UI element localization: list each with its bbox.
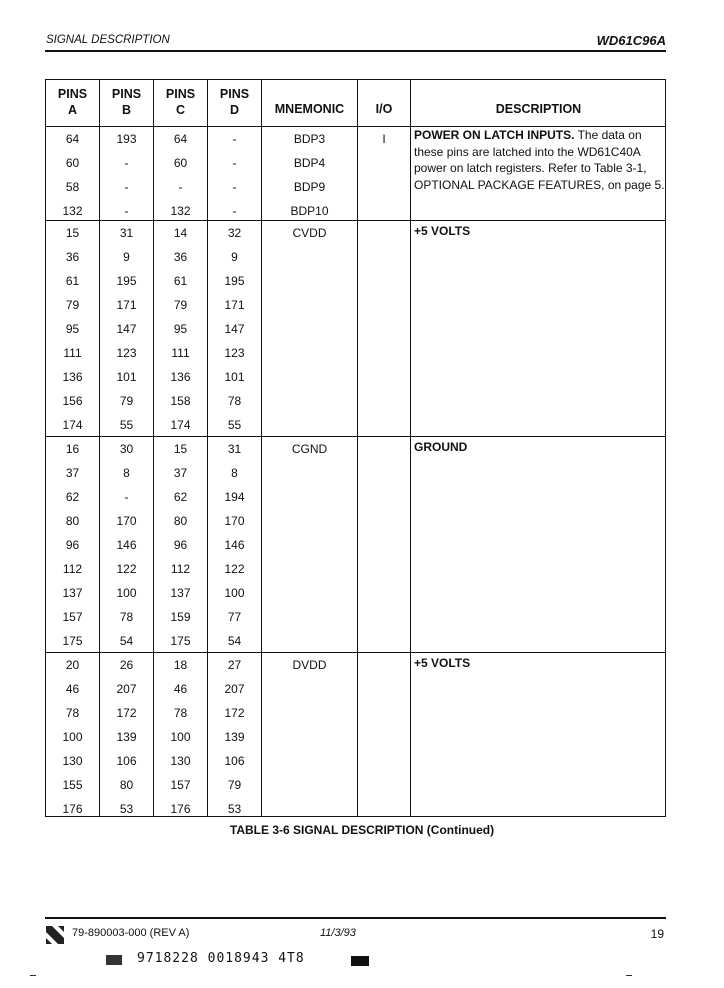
cell-pins-a: 36 bbox=[65, 250, 80, 264]
table-row bbox=[46, 701, 410, 725]
cell-pins-c: 37 bbox=[173, 466, 188, 480]
table-row bbox=[46, 461, 410, 485]
cell-pins-a: 58 bbox=[65, 180, 80, 194]
cell-pins-b: 101 bbox=[116, 370, 137, 384]
table-row bbox=[46, 317, 410, 341]
table-row bbox=[46, 269, 410, 293]
cell-pins-c: 64 bbox=[173, 132, 188, 146]
table-row bbox=[46, 653, 410, 677]
header-description: DESCRIPTION bbox=[495, 102, 582, 116]
table-caption: TABLE 3-6 SIGNAL DESCRIPTION (Continued) bbox=[229, 823, 495, 837]
cell-pins-c: 14 bbox=[173, 226, 188, 240]
cell-mnemonic: BDP10 bbox=[290, 204, 329, 218]
cell-pins-c: 78 bbox=[173, 706, 188, 720]
cell-pins-a: 15 bbox=[65, 226, 80, 240]
description-bold: +5 VOLTS bbox=[414, 224, 471, 238]
barcode-mark-left bbox=[106, 955, 122, 965]
cell-pins-a: 156 bbox=[62, 394, 83, 408]
cell-pins-d: 172 bbox=[224, 706, 245, 720]
cell-pins-c: 137 bbox=[170, 586, 191, 600]
cell-pins-b: 170 bbox=[116, 514, 137, 528]
table-row bbox=[46, 151, 410, 175]
table-row bbox=[46, 389, 410, 413]
cell-pins-b: 9 bbox=[123, 250, 130, 264]
header-io: I/O bbox=[375, 102, 393, 116]
cell-pins-b: 53 bbox=[119, 802, 134, 816]
cell-pins-c: 159 bbox=[170, 610, 191, 624]
cell-pins-b: 123 bbox=[116, 346, 137, 360]
cell-pins-b: 100 bbox=[116, 586, 137, 600]
header-mnemonic: MNEMONIC bbox=[274, 102, 345, 116]
barcode-mark-right bbox=[351, 956, 369, 966]
company-logo-icon bbox=[46, 926, 64, 944]
description-cgnd bbox=[414, 439, 666, 456]
cell-pins-c: 62 bbox=[173, 490, 188, 504]
cell-pins-c: 96 bbox=[173, 538, 188, 552]
cell-pins-d: 122 bbox=[224, 562, 245, 576]
cell-pins-b: 55 bbox=[119, 418, 134, 432]
cell-pins-d: 79 bbox=[227, 778, 242, 792]
cell-pins-a: 60 bbox=[65, 156, 80, 170]
cell-pins-d: 77 bbox=[227, 610, 242, 624]
cell-pins-c: 112 bbox=[170, 562, 191, 576]
scan-mark bbox=[626, 975, 632, 976]
cell-pins-b: 193 bbox=[116, 132, 137, 146]
cell-pins-d: - bbox=[232, 180, 237, 194]
cell-mnemonic: DVDD bbox=[292, 658, 327, 672]
cell-pins-c: 60 bbox=[173, 156, 188, 170]
cell-pins-d: 146 bbox=[224, 538, 245, 552]
cell-pins-d: 27 bbox=[227, 658, 242, 672]
cell-pins-b: - bbox=[124, 156, 129, 170]
table-row bbox=[46, 533, 410, 557]
cell-pins-c: - bbox=[178, 180, 183, 194]
cell-pins-d: 106 bbox=[224, 754, 245, 768]
footer-rule bbox=[45, 917, 666, 919]
cell-pins-d: 100 bbox=[224, 586, 245, 600]
cell-pins-b: - bbox=[124, 204, 129, 218]
col-divider bbox=[410, 80, 411, 816]
description-cvdd bbox=[414, 223, 666, 240]
cell-pins-d: 78 bbox=[227, 394, 242, 408]
cell-pins-c: 111 bbox=[171, 346, 190, 360]
cell-pins-a: 64 bbox=[65, 132, 80, 146]
cell-pins-a: 96 bbox=[65, 538, 80, 552]
cell-pins-c: 18 bbox=[173, 658, 188, 672]
table-row bbox=[46, 725, 410, 749]
cell-pins-a: 174 bbox=[62, 418, 83, 432]
cell-pins-d: - bbox=[232, 156, 237, 170]
cell-pins-c: 176 bbox=[170, 802, 191, 816]
cell-pins-a: 155 bbox=[62, 778, 83, 792]
cell-pins-b: 171 bbox=[116, 298, 137, 312]
cell-pins-b: 80 bbox=[119, 778, 134, 792]
cell-pins-d: - bbox=[232, 204, 237, 218]
cell-pins-d: 8 bbox=[231, 466, 238, 480]
cell-pins-c: 157 bbox=[170, 778, 191, 792]
cell-pins-b: 54 bbox=[119, 634, 134, 648]
header-pins-d: PINS D bbox=[219, 87, 250, 117]
cell-pins-d: 31 bbox=[227, 442, 242, 456]
cell-pins-a: 157 bbox=[62, 610, 83, 624]
table-row bbox=[46, 437, 410, 461]
cell-pins-c: 175 bbox=[170, 634, 191, 648]
cell-pins-d: 195 bbox=[224, 274, 245, 288]
cell-pins-a: 132 bbox=[62, 204, 83, 218]
cell-pins-a: 62 bbox=[65, 490, 80, 504]
table-row bbox=[46, 127, 410, 151]
cell-pins-d: 53 bbox=[227, 802, 242, 816]
cell-pins-a: 46 bbox=[65, 682, 80, 696]
cell-pins-b: - bbox=[124, 490, 129, 504]
cell-pins-c: 130 bbox=[170, 754, 191, 768]
table-row bbox=[46, 341, 410, 365]
cell-pins-b: 78 bbox=[119, 610, 134, 624]
cell-pins-d: 207 bbox=[224, 682, 245, 696]
cell-pins-a: 176 bbox=[62, 802, 83, 816]
cell-pins-b: 146 bbox=[116, 538, 137, 552]
footer-date: 11/3/93 bbox=[320, 927, 356, 939]
description-text: The data on these pins are latched into the WD61C40A power on latch registers. Refer to Table 3-1, OPTIONAL PACKAGE FEATURES, on page 5. bbox=[414, 128, 665, 192]
cell-mnemonic: BDP9 bbox=[293, 180, 326, 194]
table-row bbox=[46, 605, 410, 629]
header-pins-a: PINS A bbox=[57, 87, 88, 117]
cell-pins-b: 195 bbox=[116, 274, 137, 288]
cell-pins-b: 26 bbox=[119, 658, 134, 672]
cell-pins-a: 78 bbox=[65, 706, 80, 720]
cell-pins-a: 37 bbox=[65, 466, 80, 480]
table-row bbox=[46, 485, 410, 509]
cell-pins-c: 136 bbox=[170, 370, 191, 384]
cell-pins-c: 15 bbox=[173, 442, 188, 456]
cell-pins-d: 139 bbox=[224, 730, 245, 744]
cell-pins-c: 174 bbox=[170, 418, 191, 432]
table-row bbox=[46, 245, 410, 269]
cell-pins-b: 147 bbox=[116, 322, 137, 336]
cell-pins-d: 55 bbox=[227, 418, 242, 432]
cell-pins-b: - bbox=[124, 180, 129, 194]
table-row bbox=[46, 581, 410, 605]
cell-pins-c: 46 bbox=[173, 682, 188, 696]
cell-pins-c: 132 bbox=[170, 204, 191, 218]
table-row bbox=[46, 797, 410, 821]
cell-pins-a: 79 bbox=[65, 298, 80, 312]
table-row bbox=[46, 749, 410, 773]
cell-pins-a: 95 bbox=[65, 322, 80, 336]
cell-pins-a: 130 bbox=[62, 754, 83, 768]
cell-pins-c: 80 bbox=[173, 514, 188, 528]
running-header-part-number: WD61C96A bbox=[596, 33, 666, 48]
cell-pins-d: 123 bbox=[224, 346, 245, 360]
cell-pins-b: 122 bbox=[116, 562, 137, 576]
table-row bbox=[46, 199, 410, 223]
cell-pins-d: 54 bbox=[227, 634, 242, 648]
cell-pins-c: 79 bbox=[173, 298, 188, 312]
cell-pins-c: 100 bbox=[170, 730, 191, 744]
cell-pins-d: 147 bbox=[224, 322, 245, 336]
cell-pins-b: 31 bbox=[119, 226, 134, 240]
table-row bbox=[46, 557, 410, 581]
cell-pins-a: 137 bbox=[62, 586, 83, 600]
cell-pins-a: 112 bbox=[62, 562, 83, 576]
cell-pins-a: 136 bbox=[62, 370, 83, 384]
table-row bbox=[46, 175, 410, 199]
cell-pins-b: 30 bbox=[119, 442, 134, 456]
cell-pins-b: 8 bbox=[123, 466, 130, 480]
cell-pins-d: 194 bbox=[224, 490, 245, 504]
barcode-text: 9718228 0018943 4T8 bbox=[137, 951, 305, 966]
cell-mnemonic: BDP4 bbox=[293, 156, 326, 170]
cell-pins-c: 61 bbox=[173, 274, 188, 288]
footer-doc-number: 79-890003-000 (REV A) bbox=[72, 927, 190, 939]
header-pins-c: PINS C bbox=[165, 87, 196, 117]
header-rule bbox=[45, 50, 666, 52]
cell-pins-d: 171 bbox=[224, 298, 245, 312]
header-pins-b: PINS B bbox=[111, 87, 142, 117]
description-bold: +5 VOLTS bbox=[414, 656, 471, 670]
cell-pins-b: 106 bbox=[116, 754, 137, 768]
cell-pins-a: 16 bbox=[65, 442, 80, 456]
cell-pins-a: 175 bbox=[62, 634, 83, 648]
cell-pins-d: - bbox=[232, 132, 237, 146]
cell-pins-a: 80 bbox=[65, 514, 80, 528]
table-row bbox=[46, 677, 410, 701]
cell-pins-c: 36 bbox=[173, 250, 188, 264]
running-header-section: SIGNAL DESCRIPTION bbox=[46, 34, 170, 46]
cell-pins-b: 79 bbox=[119, 394, 134, 408]
cell-pins-a: 20 bbox=[65, 658, 80, 672]
table-row bbox=[46, 629, 410, 653]
table-row bbox=[46, 365, 410, 389]
table-row bbox=[46, 293, 410, 317]
cell-pins-c: 95 bbox=[173, 322, 188, 336]
cell-io: I bbox=[382, 132, 386, 146]
description-power-on-latch bbox=[414, 127, 666, 193]
table-row bbox=[46, 413, 410, 437]
page-number: 19 bbox=[650, 927, 664, 941]
cell-pins-d: 101 bbox=[224, 370, 245, 384]
table-row bbox=[46, 773, 410, 797]
cell-mnemonic: BDP3 bbox=[293, 132, 326, 146]
table-row bbox=[46, 221, 410, 245]
description-bold: POWER ON LATCH INPUTS. bbox=[414, 128, 575, 142]
signal-table bbox=[45, 79, 666, 817]
cell-pins-b: 207 bbox=[116, 682, 137, 696]
description-dvdd bbox=[414, 655, 666, 672]
cell-pins-b: 139 bbox=[116, 730, 137, 744]
cell-mnemonic: CVDD bbox=[292, 226, 327, 240]
scan-mark bbox=[30, 975, 36, 976]
description-bold: GROUND bbox=[414, 440, 468, 454]
cell-pins-a: 100 bbox=[62, 730, 83, 744]
cell-pins-d: 9 bbox=[231, 250, 238, 264]
cell-pins-d: 170 bbox=[224, 514, 245, 528]
cell-pins-d: 32 bbox=[227, 226, 242, 240]
table-row bbox=[46, 509, 410, 533]
cell-pins-b: 172 bbox=[116, 706, 137, 720]
cell-pins-a: 61 bbox=[65, 274, 80, 288]
cell-pins-c: 158 bbox=[170, 394, 191, 408]
cell-pins-a: 111 bbox=[63, 346, 82, 360]
cell-mnemonic: CGND bbox=[291, 442, 328, 456]
